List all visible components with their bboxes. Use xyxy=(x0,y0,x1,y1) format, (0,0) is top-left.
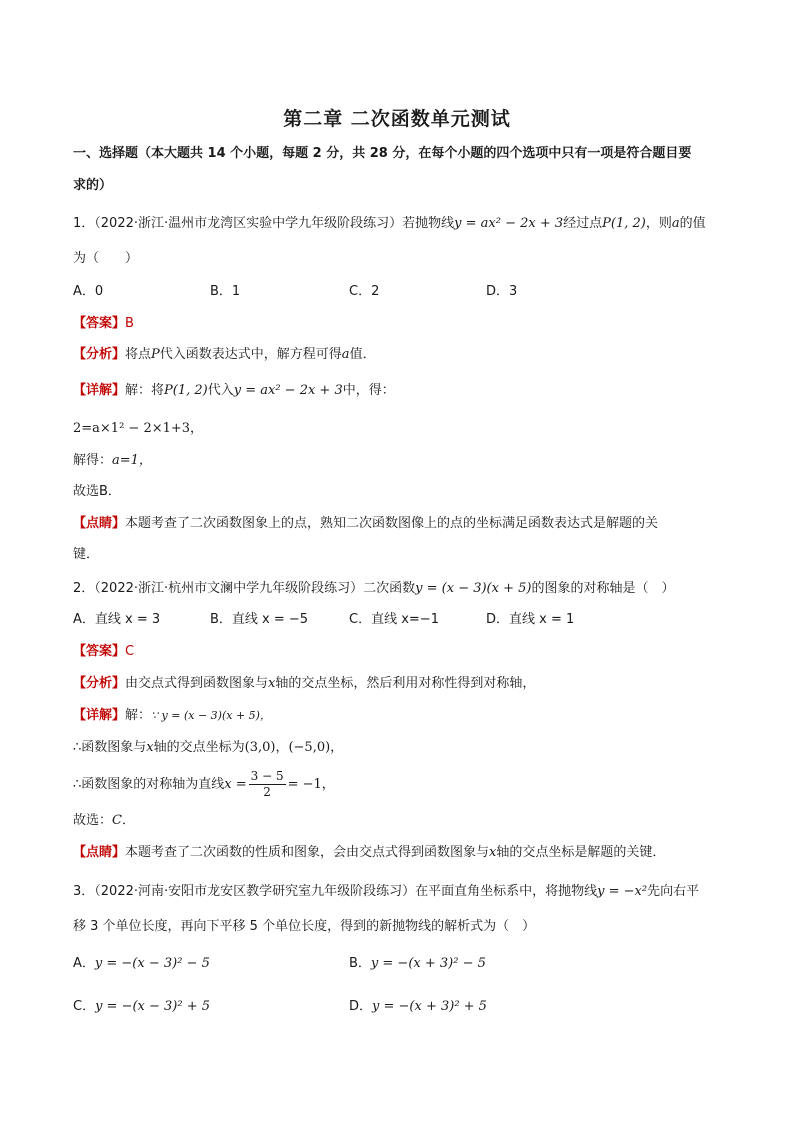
option-d: D．y = −(x + 3)² + 5 xyxy=(349,999,487,1014)
option-b: B．1 xyxy=(210,284,241,299)
option-b: B．直线 x = −5 xyxy=(210,612,309,627)
math-expression: y = ax² − 2x + 3 xyxy=(454,216,564,231)
option-a: A．y = −(x − 3)² − 5 xyxy=(73,956,210,971)
question-number: 3． xyxy=(73,884,95,899)
fraction: $\frac{3 - 5}{2}$ xyxy=(250,769,284,799)
choose-line: 故选：C． xyxy=(73,813,135,828)
answer-line: 【答案】C xyxy=(73,644,135,659)
answer-value: B xyxy=(125,316,134,331)
question-3-options-row2 xyxy=(73,997,733,1017)
math-expression: y = −x² xyxy=(597,884,648,899)
question-number: 2． xyxy=(73,581,95,596)
question-3-stem: 3．（2022·河南·安阳市龙安区教学研究室九年级阶段练习）在平面直角坐标系中，将抛物线y = −x²先向右平 xyxy=(73,884,700,899)
question-source: （2022·浙江·温州市龙湾区实验中学九年级阶段练习） xyxy=(94,216,403,231)
question-number: 1． xyxy=(73,216,95,231)
option-b: B．y = −(x + 3)² − 5 xyxy=(349,956,486,971)
detail-line: 【详解】解：将P(1, 2)代入y = ax² − 2x + 3中，得： xyxy=(73,383,395,398)
option-d: D．直线 x = 1 xyxy=(486,612,575,627)
comment-line: 【点睛】本题考查了二次函数的性质和图象，会由交点式得到函数图象与x轴的交点坐标是解题的关键． xyxy=(73,845,666,860)
question-1-options xyxy=(73,282,733,302)
question-1-stem-cont: 为（ ） xyxy=(73,251,139,266)
analysis-line: 【分析】由交点式得到函数图象与x轴的交点坐标，然后利用对称性得到对称轴， xyxy=(73,676,536,691)
question-2-stem: 2．（2022·浙江·杭州市文澜中学九年级阶段练习）二次函数y = (x − 3)(x + 5)的图象的对称轴是（ ） xyxy=(73,581,675,596)
question-3-stem-cont: 移 3 个单位长度，再向下平移 5 个单位长度，得到的新抛物线的解析式为（ ） xyxy=(73,919,536,934)
solve-line: 解得：a=1， xyxy=(73,453,152,468)
answer-value: C xyxy=(125,644,135,659)
question-3-options-row1 xyxy=(73,954,733,974)
detail-line: 【详解】解：∵ y = (x − 3)(x + 5)， xyxy=(73,708,271,723)
comment-line: 【点睛】本题考查了二次函数图象上的点，熟知二次函数图像上的点的坐标满足函数表达式是解题的关 xyxy=(73,516,659,531)
question-source: （2022·河南·安阳市龙安区教学研究室九年级阶段练习） xyxy=(94,884,416,899)
answer-line: 【答案】B xyxy=(73,316,134,331)
math-point: P(1, 2) xyxy=(602,216,646,231)
choose-line: 故选B． xyxy=(73,484,121,499)
math-expression: y = (x − 3)(x + 5) xyxy=(415,581,532,596)
comment-line-cont: 键． xyxy=(73,547,100,562)
option-a: A．0 xyxy=(73,284,104,299)
option-c: C．直线 x=−1 xyxy=(349,612,439,627)
analysis-line: 【分析】将点P代入函数表达式中，解方程可得a值． xyxy=(73,347,376,362)
question-2-options xyxy=(73,610,733,630)
option-d: D．3 xyxy=(486,284,518,299)
option-c: C．2 xyxy=(349,284,380,299)
section-heading: 一、选择题（本大题共 14 个小题，每题 2 分，共 28 分，在每个小题的四个选项中只有一项是符合题目要 xyxy=(73,146,692,161)
equation-line: 2=a×1² − 2×1+3， xyxy=(73,421,204,436)
page-title: 第二章 二次函数单元测试 xyxy=(283,108,511,130)
option-a: A．直线 x = 3 xyxy=(73,612,161,627)
section-heading-cont: 求的） xyxy=(73,178,113,193)
option-c: C．y = −(x − 3)² + 5 xyxy=(73,999,211,1014)
question-source: （2022·浙江·杭州市文澜中学九年级阶段练习） xyxy=(94,581,364,596)
intercept-line: ∴函数图象与x轴的交点坐标为(3,0)，(−5,0)， xyxy=(73,740,344,755)
axis-line: ∴函数图象的对称轴为直线x = $\frac{3 - 5}{2}$ = −1， xyxy=(73,769,335,799)
question-1-stem: 1．（2022·浙江·温州市龙湾区实验中学九年级阶段练习）若抛物线y = ax² − 2x + 3经过点P(1, 2)，则a的值 xyxy=(73,216,706,231)
